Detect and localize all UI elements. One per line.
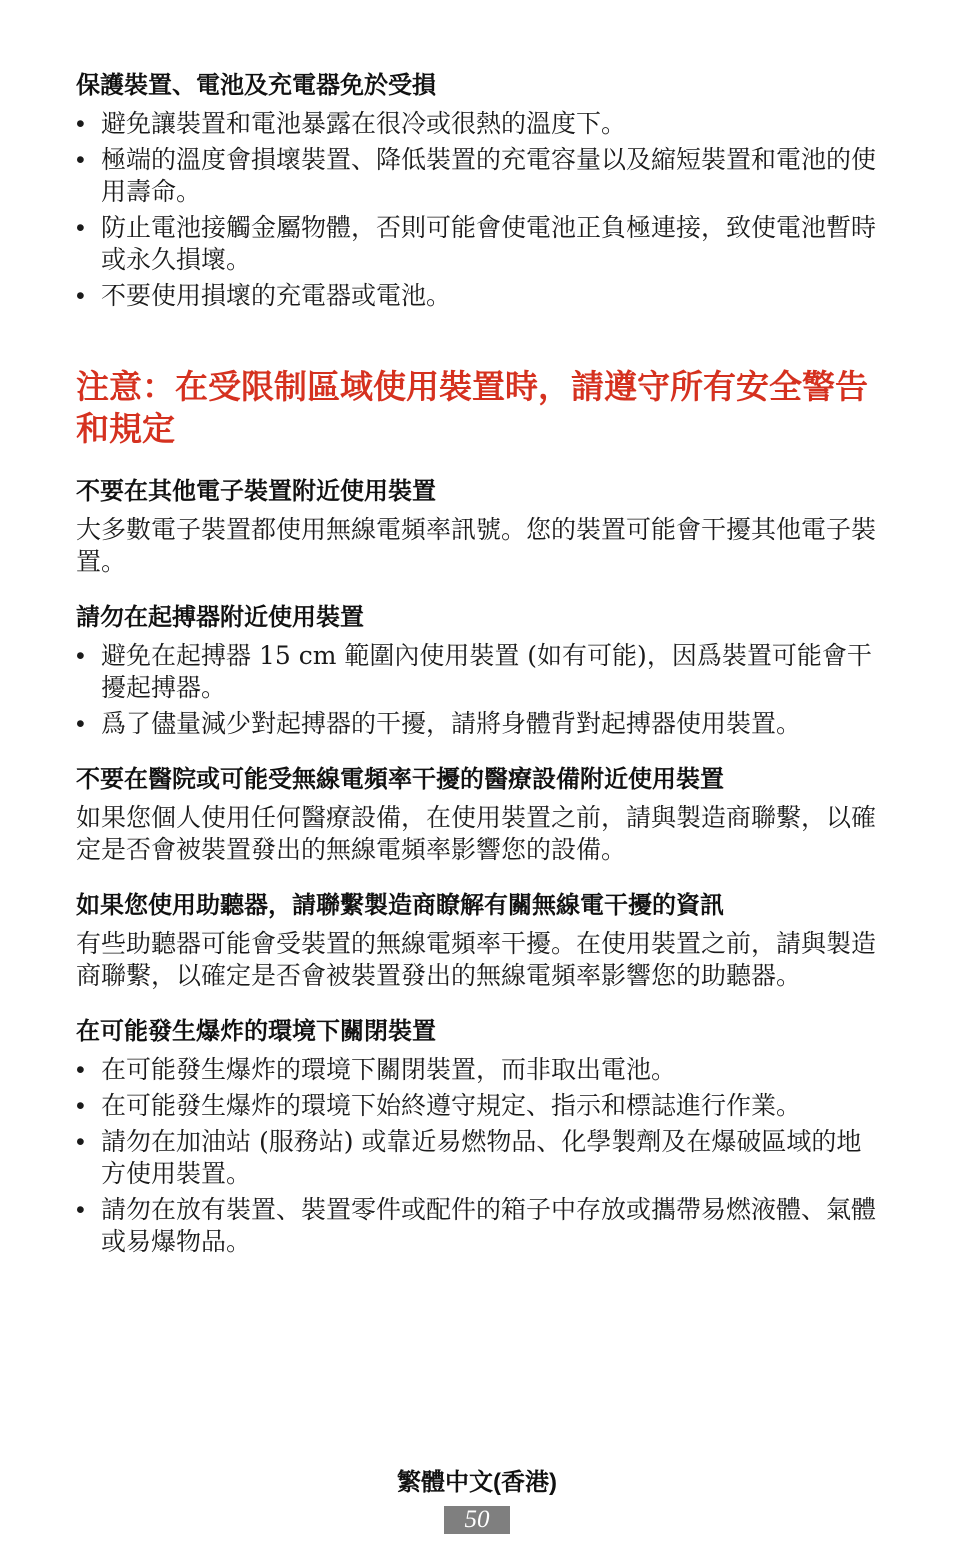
electronics-text: 大多數電子裝置都使用無線電頻率訊號。您的裝置可能會干擾其他電子裝置。 [76,515,877,576]
bullet-icon: • [76,282,85,310]
list-item-text: 防止電池接觸金屬物體，否則可能會使電池正負極連接，致使電池暫時或永久損壞。 [101,213,877,274]
list-item-text: 避免在起搏器 15 cm 範圍內使用裝置 (如有可能)，因爲裝置可能會干擾起搏器。 [101,641,872,702]
bullet-icon: • [76,710,85,738]
bullet-icon: • [76,642,85,670]
list-item-text: 請勿在放有裝置、裝置零件或配件的箱子中存放或攜帶易燃液體、氣體或易爆物品。 [101,1195,877,1256]
page-number: 50 [444,1506,510,1534]
pacemaker-list [76,640,882,740]
list-item [76,212,882,276]
manual-page-content [76,70,882,1262]
list-item [76,280,882,312]
list-item [76,1194,882,1258]
bullet-icon: • [76,110,85,138]
hearing-aid-text: 有些助聽器可能會受裝置的無線電頻率干擾。在使用裝置之前，請與製造商聯繫，以確定是否會被裝置發出的無線電頻率影響您的助聽器。 [76,929,877,990]
explosive-heading: 在可能發生爆炸的環境下關閉裝置 [76,1018,436,1045]
hearing-aid-heading: 如果您使用助聽器，請聯繫製造商瞭解有關無線電干擾的資訊 [76,892,724,919]
medical-text: 如果您個人使用任何醫療設備，在使用裝置之前，請與製造商聯繫，以確定是否會被裝置發出的無線電頻率影響您的設備。 [76,803,877,864]
caution-section-title: 注意：在受限制區域使用裝置時，請遵守所有安全警告和規定 [76,368,868,447]
protect-heading: 保護裝置、電池及充電器免於受損 [76,72,436,99]
protect-list [76,108,882,312]
bullet-icon: • [76,1092,85,1120]
bullet-icon: • [76,146,85,174]
medical-heading: 不要在醫院或可能受無線電頻率干擾的醫療設備附近使用裝置 [76,766,724,793]
list-item-text: 不要使用損壞的充電器或電池。 [101,281,452,310]
list-item [76,640,882,704]
list-item [76,1090,882,1122]
list-item [76,108,882,140]
list-item-text: 爲了儘量減少對起搏器的干擾，請將身體背對起搏器使用裝置。 [101,709,802,738]
bullet-icon: • [76,1128,85,1156]
list-item [76,1054,882,1086]
list-item-text: 避免讓裝置和電池暴露在很冷或很熱的溫度下。 [101,109,627,138]
list-item [76,144,882,208]
bullet-icon: • [76,214,85,242]
bullet-icon: • [76,1196,85,1224]
list-item-text: 在可能發生爆炸的環境下始終遵守規定、指示和標誌進行作業。 [101,1091,802,1120]
list-item [76,708,882,740]
bullet-icon: • [76,1056,85,1084]
electronics-heading: 不要在其他電子裝置附近使用裝置 [76,478,436,505]
pacemaker-heading: 請勿在起搏器附近使用裝置 [76,604,364,631]
list-item-text: 在可能發生爆炸的環境下關閉裝置，而非取出電池。 [101,1055,677,1084]
footer-language-label: 繁體中文(香港) [397,1469,557,1496]
list-item [76,1126,882,1190]
explosive-list [76,1054,882,1258]
list-item-text: 極端的溫度會損壞裝置、降低裝置的充電容量以及縮短裝置和電池的使用壽命。 [101,145,877,206]
list-item-text: 請勿在加油站 (服務站) 或靠近易燃物品、化學製劑及在爆破區域的地方使用裝置。 [101,1127,862,1188]
